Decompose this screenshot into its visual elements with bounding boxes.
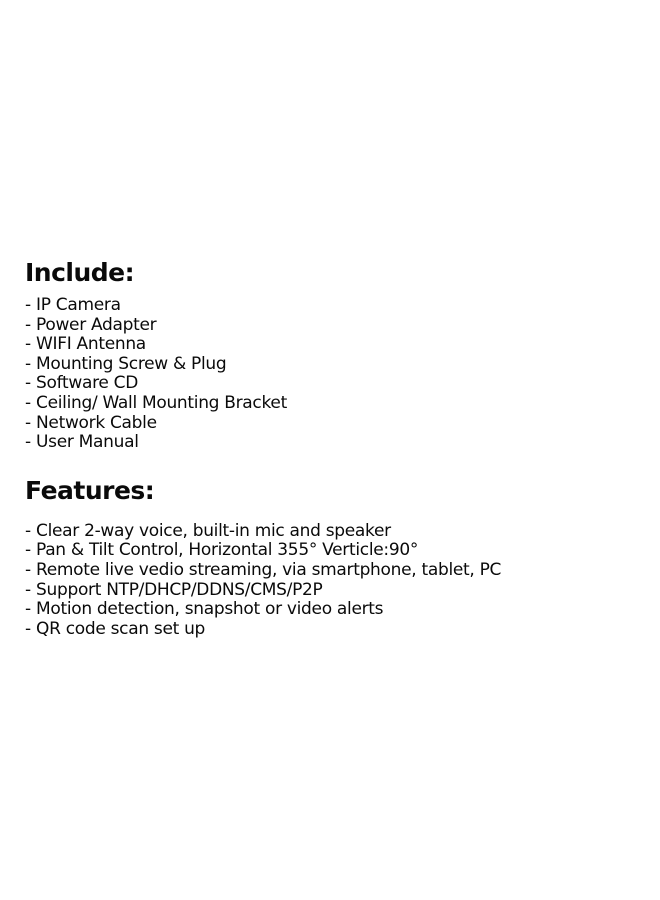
include-item — [25, 296, 645, 316]
include-item — [25, 414, 645, 434]
feature-item-text: Remote live vedio streaming, via smartphone, tablet, PC — [36, 559, 502, 580]
include-item-text: WIFI Antenna — [36, 334, 146, 355]
include-item-text: Network Cable — [36, 412, 157, 433]
bullet-dash: - — [25, 618, 31, 639]
feature-item-text: Motion detection, snapshot or video alerts — [36, 599, 384, 620]
feature-item — [25, 541, 645, 561]
include-item-text: User Manual — [36, 432, 139, 453]
feature-item-text: Support NTP/DHCP/DDNS/CMS/P2P — [36, 579, 323, 600]
include-list — [25, 296, 645, 453]
include-item — [25, 433, 645, 453]
features-heading: Features: — [25, 475, 155, 505]
include-item-text: Power Adapter — [36, 314, 157, 335]
feature-item — [25, 581, 645, 601]
include-heading: Include: — [25, 258, 135, 287]
bullet-dash: - — [25, 392, 31, 413]
include-item-text: Software CD — [36, 373, 139, 394]
product-info-document — [25, 258, 645, 639]
bullet-dash: - — [25, 314, 31, 335]
bullet-dash: - — [25, 412, 31, 433]
include-item — [25, 394, 645, 414]
include-item-text: Mounting Screw & Plug — [36, 353, 227, 374]
bullet-dash: - — [25, 432, 31, 453]
features-list — [25, 522, 645, 640]
bullet-dash: - — [25, 520, 31, 541]
bullet-dash: - — [25, 540, 31, 561]
feature-item — [25, 561, 645, 581]
include-item — [25, 355, 645, 375]
feature-item-text: QR code scan set up — [36, 618, 206, 639]
include-item-text: IP Camera — [36, 295, 121, 315]
bullet-dash: - — [25, 599, 31, 620]
bullet-dash: - — [25, 559, 31, 580]
feature-item — [25, 522, 645, 542]
feature-item — [25, 620, 645, 640]
include-item — [25, 374, 645, 394]
bullet-dash: - — [25, 373, 31, 394]
include-item — [25, 316, 645, 336]
include-item — [25, 335, 645, 355]
feature-item — [25, 600, 645, 620]
bullet-dash: - — [25, 353, 31, 374]
include-item-text: Ceiling/ Wall Mounting Bracket — [36, 392, 287, 413]
feature-item-text: Pan & Tilt Control, Horizontal 355° Verticle:90° — [36, 540, 419, 561]
bullet-dash: - — [25, 579, 31, 600]
bullet-dash: - — [25, 334, 31, 355]
bullet-dash: - — [25, 295, 31, 315]
feature-item-text: Clear 2-way voice, built-in mic and speaker — [36, 520, 391, 541]
